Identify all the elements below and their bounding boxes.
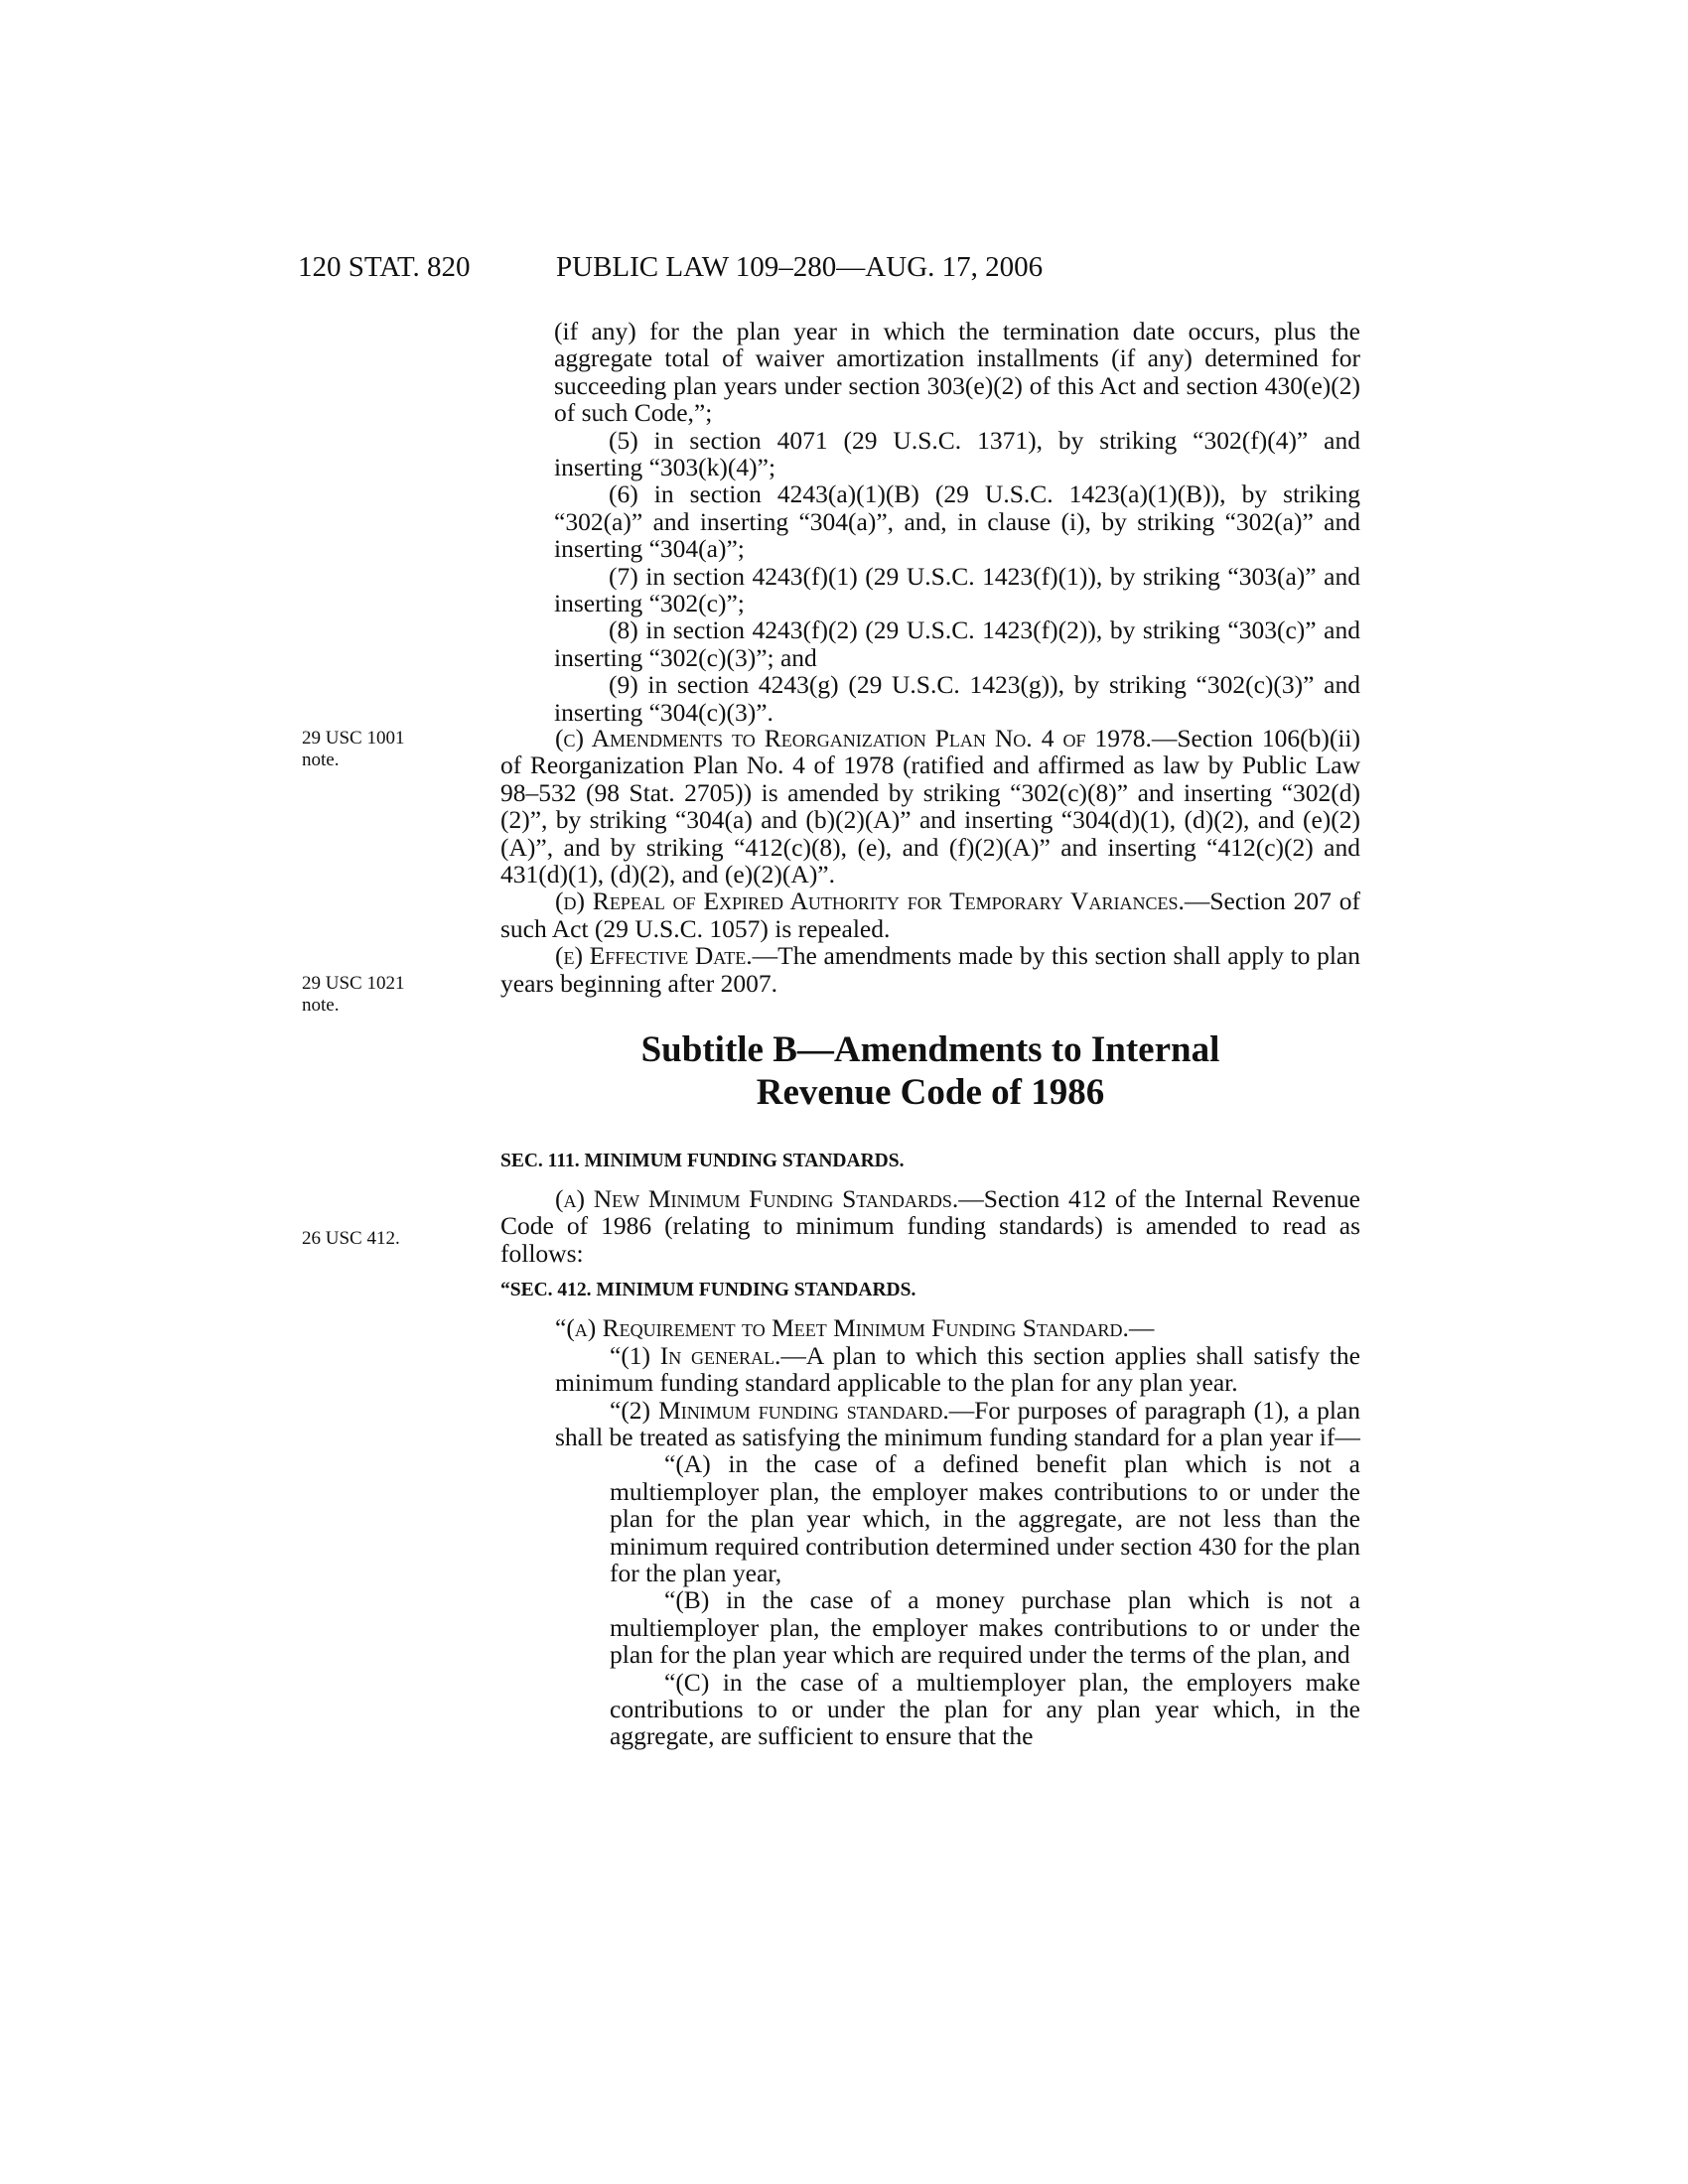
subsection-c-text: Section 106(b)(ii) of Reorganization Plan No. 4 of 1978 (ratified and affirmed as law by Public Law 98–532 (98 Stat. 2705)) is amended by striking “302(c)(8)” and inserting “302(d)(2)”, by striking “304(a) and (b)(2)(A)” and inserting “304(d)(1), (d)(2), and (e)(2)(A)”, and by striking “412(c)(8), (e), and (f)(2)(A)” and inserting “412(c)(2) and 431(d)(1), (d)(2), and (e)(2)(A)”. — [500, 724, 1360, 889]
paragraph-6: (6) in section 4243(a)(1)(B) (29 U.S.C. 1423(a)(1)(B)), by striking “302(a)” and inserting “304(a)”, and, in clause (i), by striking “302(a)” and inserting “304(a)”; — [554, 479, 1360, 564]
margin-note-line: note. — [302, 750, 340, 770]
subsection-d-heading: (d) Repeal of Expired Authority for Temporary Variances.— — [555, 887, 1210, 916]
section-111-heading: SEC. 111. MINIMUM FUNDING STANDARDS. — [500, 1151, 905, 1172]
subsection-e-heading: (e) Effective Date.— — [555, 941, 778, 971]
margin-note-line: note. — [302, 995, 340, 1016]
subparagraph-a: “(A) in the case of a defined benefit plan which is not a multiemployer plan, the employer makes contributions to or under the plan for the plan year which, in the aggregate, are not less than the minimum required contribution determined under section 430 for the plan for the plan year, — [610, 1449, 1360, 1587]
subsection-c-heading: (c) Amendments to Reorganization Plan No. 4 of 1978.— — [555, 724, 1178, 752]
margin-note-29-usc-1021 — [302, 973, 404, 1017]
paragraph-continuation: (if any) for the plan year in which the termination date occurs, plus the aggregate total of waiver amortization installments (if any) determined for succeeding plan years under section 303(e)(2) of this Act and section 430(e)(2) of such Code,”; — [554, 317, 1360, 428]
paragraph-2-heading: “(2) Minimum funding standard.— — [610, 1395, 975, 1425]
page-stat-number: 120 STAT. 820 — [298, 251, 471, 283]
subtitle-line-1: Subtitle B—Amendments to Internal — [640, 1029, 1220, 1071]
paragraph-5: (5) in section 4071 (29 U.S.C. 1371), by striking “302(f)(4)” and inserting “303(k)(4)”; — [554, 425, 1360, 482]
running-title: PUBLIC LAW 109–280—AUG. 17, 2006 — [556, 251, 1044, 283]
paragraph-9: (9) in section 4243(g) (29 U.S.C. 1423(g)), by striking “302(c)(3)” and inserting “304(c)(3)”. — [554, 670, 1360, 727]
margin-note-26-usc-412 — [302, 1228, 400, 1250]
subtitle-line-2: Revenue Code of 1986 — [756, 1072, 1105, 1114]
subsection-a — [500, 1185, 1360, 1267]
paragraph-1-text: A plan to which this section applies shall satisfy the minimum funding standard applicable to the plan for any plan year. — [555, 1340, 1360, 1398]
paragraph-2-text: For purposes of paragraph (1), a plan shall be treated as satisfying the minimum funding standard for a plan year if— — [555, 1395, 1360, 1451]
subparagraph-c: “(C) in the case of a multiemployer plan, the employers make contributions to or under the plan for any plan year which, in the aggregate, are sufficient to ensure that the — [610, 1667, 1360, 1751]
subsection-e-text: The amendments made by this section shall apply to plan years beginning after 2007. — [500, 941, 1360, 998]
paragraph-1-heading: “(1) In general.— — [610, 1340, 806, 1370]
paragraph-2-standard — [500, 1397, 1360, 1451]
margin-note-29-usc-1001 — [302, 728, 404, 771]
margin-note-line: 29 USC 1001 — [302, 728, 405, 749]
requirement-heading-text: “(a) Requirement to Meet Minimum Funding Standard.— — [555, 1313, 1155, 1343]
margin-note-line: 26 USC 412. — [302, 1228, 400, 1249]
paragraph-7: (7) in section 4243(f)(1) (29 U.S.C. 1423(f)(1)), by striking “303(a)” and inserting “302(c)”; — [554, 561, 1360, 618]
subtitle-heading — [500, 1028, 1360, 1114]
subsection-a-text: Section 412 of the Internal Revenue Code of 1986 (relating to minimum funding standards) is amended to read as follows: — [500, 1184, 1360, 1268]
paragraph-8: (8) in section 4243(f)(2) (29 U.S.C. 1423(f)(2)), by striking “303(c)” and inserting “302(c)(3)”; and — [554, 615, 1360, 672]
section-412-heading: “SEC. 412. MINIMUM FUNDING STANDARDS. — [500, 1280, 916, 1301]
subsection-d-text: Section 207 of such Act (29 U.S.C. 1057) is repealed. — [500, 887, 1360, 943]
subsection-c — [500, 725, 1360, 887]
subsections-c-e — [500, 725, 1360, 1750]
requirement-heading — [500, 1314, 1360, 1341]
subsection-e — [500, 942, 1360, 997]
subsection-d — [500, 887, 1360, 942]
continuation-block — [554, 318, 1360, 726]
subsection-a-heading: (a) New Minimum Funding Standards.— — [555, 1184, 984, 1214]
subparagraph-b: “(B) in the case of a money purchase plan which is not a multiemployer plan, the employer makes contributions to or under the plan for the plan year which are required under the terms of the plan, and — [610, 1585, 1360, 1670]
paragraph-1-general — [500, 1342, 1360, 1397]
margin-note-line: 29 USC 1021 — [302, 973, 405, 994]
